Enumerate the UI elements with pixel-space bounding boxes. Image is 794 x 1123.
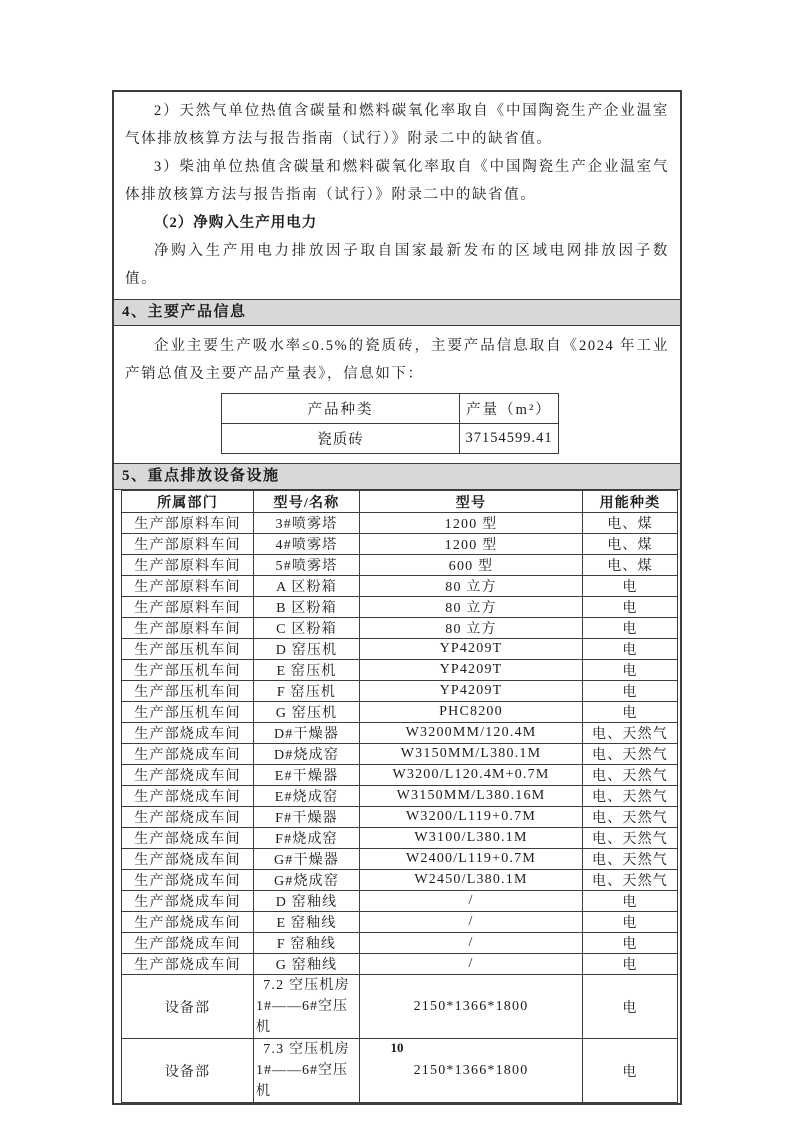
- equipment-table-cell: W2400/L119+0.7M: [360, 849, 583, 870]
- product-table-cell: 瓷质砖: [222, 424, 460, 454]
- equipment-table-cell: 电: [583, 954, 678, 975]
- equipment-table-cell: 电: [583, 975, 678, 1039]
- equipment-table-cell: 生产部原料车间: [122, 534, 254, 555]
- equipment-table-cell: 4#喷雾塔: [254, 534, 360, 555]
- equipment-cell-line: 1#——6#空压机: [256, 1063, 348, 1099]
- equipment-table-cell: 2150*1366*1800: [360, 1039, 583, 1103]
- equipment-table-cell: E 窑釉线: [254, 912, 360, 933]
- equipment-table-head: [122, 491, 678, 513]
- equipment-table-cell: 生产部烧成车间: [122, 765, 254, 786]
- equipment-table-cell: YP4209T: [360, 681, 583, 702]
- page-number: 10: [390, 1040, 404, 1055]
- equipment-table-cell: W3200/L120.4M+0.7M: [360, 765, 583, 786]
- equipment-table-cell: G 窑釉线: [254, 954, 360, 975]
- equipment-table-cell: 电: [583, 597, 678, 618]
- equipment-table-cell: W3150MM/L380.16M: [360, 786, 583, 807]
- equipment-table-cell: 电: [583, 891, 678, 912]
- equipment-cell-line: 1#——6#空压机: [256, 999, 348, 1035]
- equipment-table-cell: 生产部烧成车间: [122, 891, 254, 912]
- product-table-header-row: [222, 394, 559, 424]
- equipment-table-cell: W3200/L119+0.7M: [360, 807, 583, 828]
- equipment-table-cell: D#烧成窑: [254, 744, 360, 765]
- equipment-table-row: [122, 786, 678, 807]
- equipment-table-cell: 生产部压机车间: [122, 681, 254, 702]
- equipment-table-cell: 电、天然气: [583, 786, 678, 807]
- equipment-table-cell: 电、天然气: [583, 849, 678, 870]
- equipment-table-cell: W3200MM/120.4M: [360, 723, 583, 744]
- product-table-header-cell: 产量（m²）: [460, 394, 559, 424]
- equipment-table-cell: 生产部烧成车间: [122, 912, 254, 933]
- equipment-table-cell: 电: [583, 912, 678, 933]
- equipment-table-cell: YP4209T: [360, 639, 583, 660]
- equipment-table-cell: 生产部烧成车间: [122, 870, 254, 891]
- equipment-table-row: [122, 933, 678, 954]
- equipment-table-cell: 电: [583, 576, 678, 597]
- equipment-table-row: [122, 681, 678, 702]
- equipment-table-cell: 电、煤: [583, 534, 678, 555]
- equipment-table-row: [122, 576, 678, 597]
- equipment-table-cell: D#干燥器: [254, 723, 360, 744]
- product-table-row: [222, 424, 559, 454]
- equipment-table-cell: 电、天然气: [583, 870, 678, 891]
- equipment-table-cell: /: [360, 891, 583, 912]
- equipment-table-header-cell: 型号: [360, 491, 583, 513]
- equipment-table-cell: 生产部烧成车间: [122, 933, 254, 954]
- equipment-table-row: [122, 660, 678, 681]
- equipment-table-cell: 生产部原料车间: [122, 555, 254, 576]
- equipment-table-wrap: [114, 490, 680, 1103]
- equipment-table-cell: G#干燥器: [254, 849, 360, 870]
- equipment-table-cell: 生产部烧成车间: [122, 744, 254, 765]
- equipment-table-cell: G 窑压机: [254, 702, 360, 723]
- equipment-table-cell: 电: [583, 618, 678, 639]
- equipment-table-cell: 电、煤: [583, 555, 678, 576]
- paragraph-products-intro: 企业主要生产吸水率≤0.5%的瓷质砖，主要产品信息取自《2024 年工业产销总值及主要产品产量表》，信息如下：: [125, 338, 669, 382]
- equipment-table-cell: 电、天然气: [583, 723, 678, 744]
- product-table: [221, 393, 559, 454]
- equipment-table-cell: 电: [583, 681, 678, 702]
- equipment-table-header-cell: 所属部门: [122, 491, 254, 513]
- equipment-table-row: [122, 513, 678, 534]
- equipment-table-cell: W3150MM/L380.1M: [360, 744, 583, 765]
- equipment-table-cell: W3100/L380.1M: [360, 828, 583, 849]
- product-table-body: [222, 394, 559, 454]
- equipment-table-cell: 电、煤: [583, 513, 678, 534]
- equipment-table-cell: 80 立方: [360, 576, 583, 597]
- equipment-table-cell: 设备部: [122, 975, 254, 1039]
- equipment-table-cell: 电: [583, 1039, 678, 1103]
- equipment-table-cell: D 窑压机: [254, 639, 360, 660]
- section-header-main-products: 4、主要产品信息: [114, 299, 680, 326]
- equipment-table-cell: 电、天然气: [583, 828, 678, 849]
- equipment-table-cell: 生产部烧成车间: [122, 786, 254, 807]
- equipment-table-cell: /: [360, 912, 583, 933]
- equipment-table-row: [122, 597, 678, 618]
- equipment-table-cell: 电: [583, 933, 678, 954]
- equipment-table-cell: 生产部原料车间: [122, 576, 254, 597]
- equipment-table-row: [122, 765, 678, 786]
- products-block: [114, 326, 680, 463]
- equipment-table-row: [122, 954, 678, 975]
- equipment-table-row: [122, 723, 678, 744]
- equipment-table-row: [122, 891, 678, 912]
- equipment-table-cell: 生产部原料车间: [122, 618, 254, 639]
- equipment-table-row: [122, 555, 678, 576]
- equipment-table-cell: 生产部烧成车间: [122, 828, 254, 849]
- equipment-table-cell: A 区粉箱: [254, 576, 360, 597]
- equipment-table-cell: PHC8200: [360, 702, 583, 723]
- equipment-table-cell: F 窑压机: [254, 681, 360, 702]
- equipment-table-cell: 电: [583, 660, 678, 681]
- equipment-table-cell: 生产部烧成车间: [122, 954, 254, 975]
- equipment-table-cell: YP4209T: [360, 660, 583, 681]
- section-header-key-emission-equipment: 5、重点排放设备设施: [114, 463, 680, 490]
- paragraph-diesel-factor: 3）柴油单位热值含碳量和燃料碳氧化率取自《中国陶瓷生产企业温室气体排放核算方法与报告指南（试行）》附录二中的缺省值。: [125, 159, 669, 203]
- equipment-table-cell: /: [360, 933, 583, 954]
- equipment-table-cell: 生产部烧成车间: [122, 807, 254, 828]
- paragraph-electricity-factor: 净购入生产用电力排放因子取自国家最新发布的区域电网排放因子数值。: [125, 243, 669, 287]
- equipment-table-cell: C 区粉箱: [254, 618, 360, 639]
- document-content-frame: [112, 90, 682, 1105]
- equipment-table-cell: 设备部: [122, 1039, 254, 1103]
- equipment-table-cell: 生产部压机车间: [122, 660, 254, 681]
- equipment-table-cell: 80 立方: [360, 597, 583, 618]
- equipment-table-row: [122, 534, 678, 555]
- equipment-table-row: [122, 702, 678, 723]
- equipment-table-cell: 生产部烧成车间: [122, 723, 254, 744]
- equipment-table-cell: 生产部烧成车间: [122, 849, 254, 870]
- equipment-table-cell: D 窑釉线: [254, 891, 360, 912]
- equipment-table-row: [122, 828, 678, 849]
- equipment-table-cell: 1200 型: [360, 513, 583, 534]
- equipment-table-body: [122, 513, 678, 1103]
- equipment-table-cell: F#烧成窑: [254, 828, 360, 849]
- equipment-cell-line: 7.3 空压机房: [263, 1042, 350, 1057]
- equipment-table-cell: 生产部压机车间: [122, 639, 254, 660]
- equipment-table-cell: 生产部原料车间: [122, 597, 254, 618]
- equipment-table-row: [122, 744, 678, 765]
- equipment-table-cell: 3#喷雾塔: [254, 513, 360, 534]
- paragraph-natural-gas-factor: 2）天然气单位热值含碳量和燃料碳氧化率取自《中国陶瓷生产企业温室气体排放核算方法与报告指南（试行）》附录二中的缺省值。: [125, 103, 669, 147]
- equipment-table-cell: 电、天然气: [583, 765, 678, 786]
- equipment-table-header-cell: 用能种类: [583, 491, 678, 513]
- equipment-table-row: [122, 807, 678, 828]
- product-table-cell: 37154599.41: [460, 424, 559, 454]
- equipment-table-cell: E#烧成窑: [254, 786, 360, 807]
- equipment-table-cell: B 区粉箱: [254, 597, 360, 618]
- equipment-table-row: [122, 912, 678, 933]
- equipment-table-cell: 1200 型: [360, 534, 583, 555]
- equipment-table-cell: 电: [583, 639, 678, 660]
- equipment-table-cell: E#干燥器: [254, 765, 360, 786]
- equipment-table-cell: 电: [583, 702, 678, 723]
- equipment-table-cell: 5#喷雾塔: [254, 555, 360, 576]
- equipment-table-cell: W2450/L380.1M: [360, 870, 583, 891]
- equipment-table-cell: 80 立方: [360, 618, 583, 639]
- equipment-table-cell: F 窑釉线: [254, 933, 360, 954]
- equipment-table: [121, 490, 678, 1103]
- emission-factors-text-block: [114, 92, 680, 299]
- equipment-table-header-cell: 型号/名称: [254, 491, 360, 513]
- equipment-table-cell: [254, 975, 360, 1039]
- equipment-cell-line: 7.2 空压机房: [263, 978, 350, 993]
- product-table-header-cell: 产品种类: [222, 394, 460, 424]
- equipment-table-cell: /: [360, 954, 583, 975]
- equipment-table-cell: F#干燥器: [254, 807, 360, 828]
- equipment-table-header-row: [122, 491, 678, 513]
- equipment-table-row: [122, 975, 678, 1039]
- equipment-table-cell: 电、天然气: [583, 807, 678, 828]
- equipment-table-cell: 2150*1366*1800: [360, 975, 583, 1039]
- equipment-table-row: [122, 849, 678, 870]
- equipment-table-cell: 电、天然气: [583, 744, 678, 765]
- equipment-table-cell: 600 型: [360, 555, 583, 576]
- equipment-table-cell: 生产部压机车间: [122, 702, 254, 723]
- equipment-table-cell: E 窑压机: [254, 660, 360, 681]
- equipment-table-row: [122, 870, 678, 891]
- equipment-table-cell: G#烧成窑: [254, 870, 360, 891]
- equipment-table-cell: 生产部原料车间: [122, 513, 254, 534]
- subheading-purchased-electricity: （2）净购入生产用电力: [154, 215, 318, 231]
- equipment-table-row: [122, 618, 678, 639]
- equipment-table-row: [122, 639, 678, 660]
